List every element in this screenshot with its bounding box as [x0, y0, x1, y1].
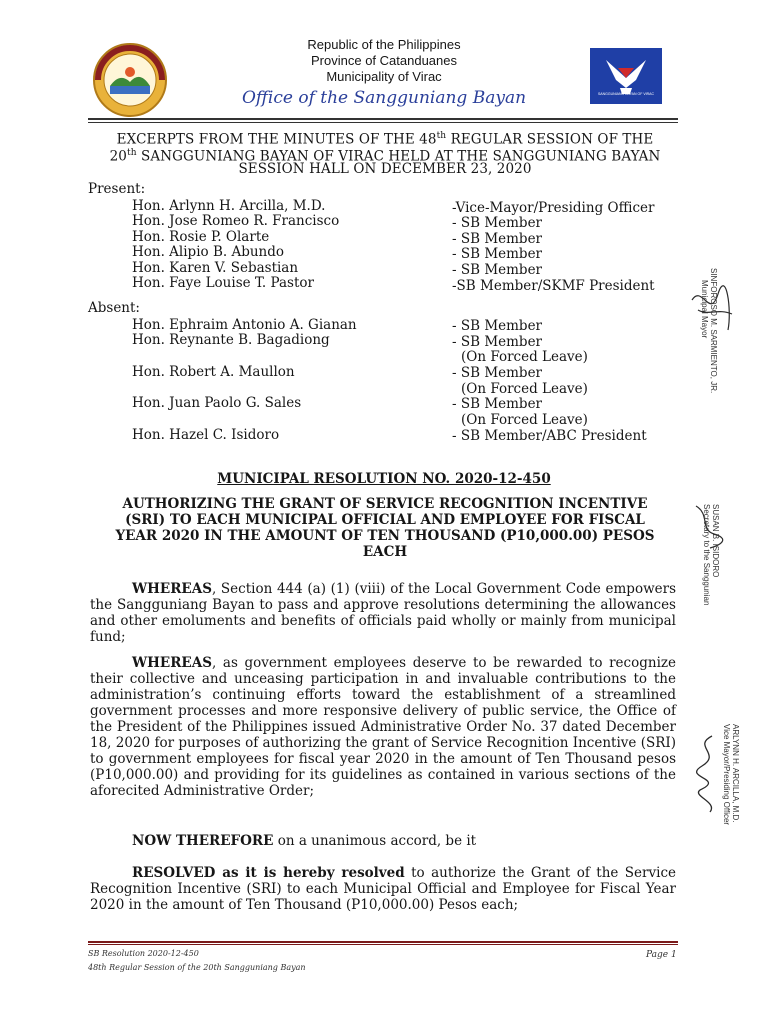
vice-mayor-title: Vice Mayor/Presiding Officer [722, 724, 731, 826]
absent-note: (On Forced Leave) [461, 412, 588, 428]
secretary-name: SUSAN B. ISIDORO [711, 504, 720, 578]
resolution-title: AUTHORIZING THE GRANT OF SERVICE RECOGNITION INCENTIVE (SRI) TO EACH MUNICIPAL OFFICIAL AND EMPLOYEE FOR FISCAL YEAR 2020 IN THE AMOUNT OF TEN THOUSAND (P10,000.00) PESOS EACH [115, 496, 655, 560]
footer-divider-thin [88, 944, 678, 945]
absent-name: Hon. Juan Paolo G. Sales [132, 395, 302, 411]
present-name: Hon. Karen V. Sebastian [132, 260, 299, 276]
footer-session-ref: 48th Regular Session of the 20th Sangguniang Bayan [88, 963, 306, 972]
present-name: Hon. Arlynn H. Arcilla, M.D. [132, 198, 326, 214]
municipality-line: Municipality of Virac [326, 69, 442, 84]
absent-label: Absent: [88, 300, 140, 316]
absent-role: - SB Member/ABC President [452, 428, 647, 444]
resolved-paragraph: RESOLVED as it is hereby resolved to authorize the Grant of the Service Recognition Incentive (SRI) to each Municipal Official and Employee for Fiscal Year 2020 in the amount of Ten Thousand (P10,000.00) Pesos each; [90, 865, 676, 913]
present-role: -SB Member/SKMF President [452, 278, 655, 294]
absent-name: Hon. Robert A. Maullon [132, 364, 295, 380]
absent-name: Hon. Reynante B. Bagadiong [132, 332, 330, 348]
present-label: Present: [88, 181, 146, 197]
whereas-paragraph-1: WHEREAS, Section 444 (a) (1) (viii) of the Local Government Code empowers the Sangguniang Bayan to pass and approve resolutions determining the allowances and other emoluments and benefits of officials paid wholly or mainly from municipal fund; [90, 581, 676, 645]
republic-line: Republic of the Philippines [307, 37, 461, 52]
present-name: Hon. Faye Louise T. Pastor [132, 275, 314, 291]
footer-divider [88, 941, 678, 943]
mayor-name: SINFOROSO M. SARMIENTO, JR. [709, 268, 718, 394]
logo-caption: SANGGUNIANG BAYAN OF VIRAC [597, 92, 655, 96]
header-divider [88, 118, 678, 120]
present-name: Hon. Alipio B. Abundo [132, 244, 284, 260]
minutes-title-line1: EXCERPTS FROM THE MINUTES OF THE 48th REGULAR SESSION OF THE [116, 131, 654, 148]
page-number: Page 1 [646, 950, 677, 960]
mayor-title: Municipal Mayor [700, 280, 709, 339]
province-line: Province of Catanduanes [311, 53, 457, 68]
header-divider-thin [88, 122, 678, 123]
absent-role: - SB Member [452, 318, 543, 334]
minutes-title-line3: SESSION HALL ON DECEMBER 23, 2020 [238, 161, 532, 177]
present-role: - SB Member [452, 215, 543, 231]
footer-resolution-ref: SB Resolution 2020-12-450 [88, 949, 199, 958]
absent-note: (On Forced Leave) [461, 349, 588, 365]
secretary-title: Secretary to the Sanggunian [702, 504, 711, 606]
vice-mayor-name: ARLYNN H. ARCILLA, M.D. [731, 724, 740, 823]
present-role: -Vice-Mayor/Presiding Officer [452, 200, 655, 216]
present-name: Hon. Rosie P. Olarte [132, 229, 270, 245]
absent-name: Hon. Hazel C. Isidoro [132, 427, 280, 443]
whereas-paragraph-2: WHEREAS, as government employees deserve to be rewarded to recognize their collective and unceasing participation in and invaluable contributions to the administration’s continuing efforts toward the establishment of a streamlined government processes and more responsive delivery of public service, the Office of the President of the Philippines issued Administrative Order No. 37 dated December 18, 2020 for purposes of authorizing the grant of Service Recognition Incentive (SRI) to government employees for fiscal year 2020 in the amount of Ten Thousand pesos (P10,000.00) and providing for its guidelines as contained in various sections of the aforecited Administrative Order; [90, 655, 676, 799]
present-name: Hon. Jose Romeo R. Francisco [132, 213, 340, 229]
resolution-number: MUNICIPAL RESOLUTION NO. 2020-12-450 [217, 471, 551, 487]
absent-role: - SB Member [452, 365, 543, 381]
present-role: - SB Member [452, 231, 543, 247]
now-therefore-paragraph: NOW THEREFORE on a unanimous accord, be it [132, 833, 477, 849]
present-role: - SB Member [452, 262, 543, 278]
minutes-title-line2: 20th SANGGUNIANG BAYAN OF VIRAC HELD AT THE SANGGUNIANG BAYAN [109, 148, 661, 165]
absent-note: (On Forced Leave) [461, 381, 588, 397]
present-role: - SB Member [452, 246, 543, 262]
absent-role: - SB Member [452, 334, 543, 350]
office-title: Office of the Sangguniang Bayan [241, 88, 527, 108]
absent-role: - SB Member [452, 396, 543, 412]
absent-name: Hon. Ephraim Antonio A. Gianan [132, 317, 357, 333]
